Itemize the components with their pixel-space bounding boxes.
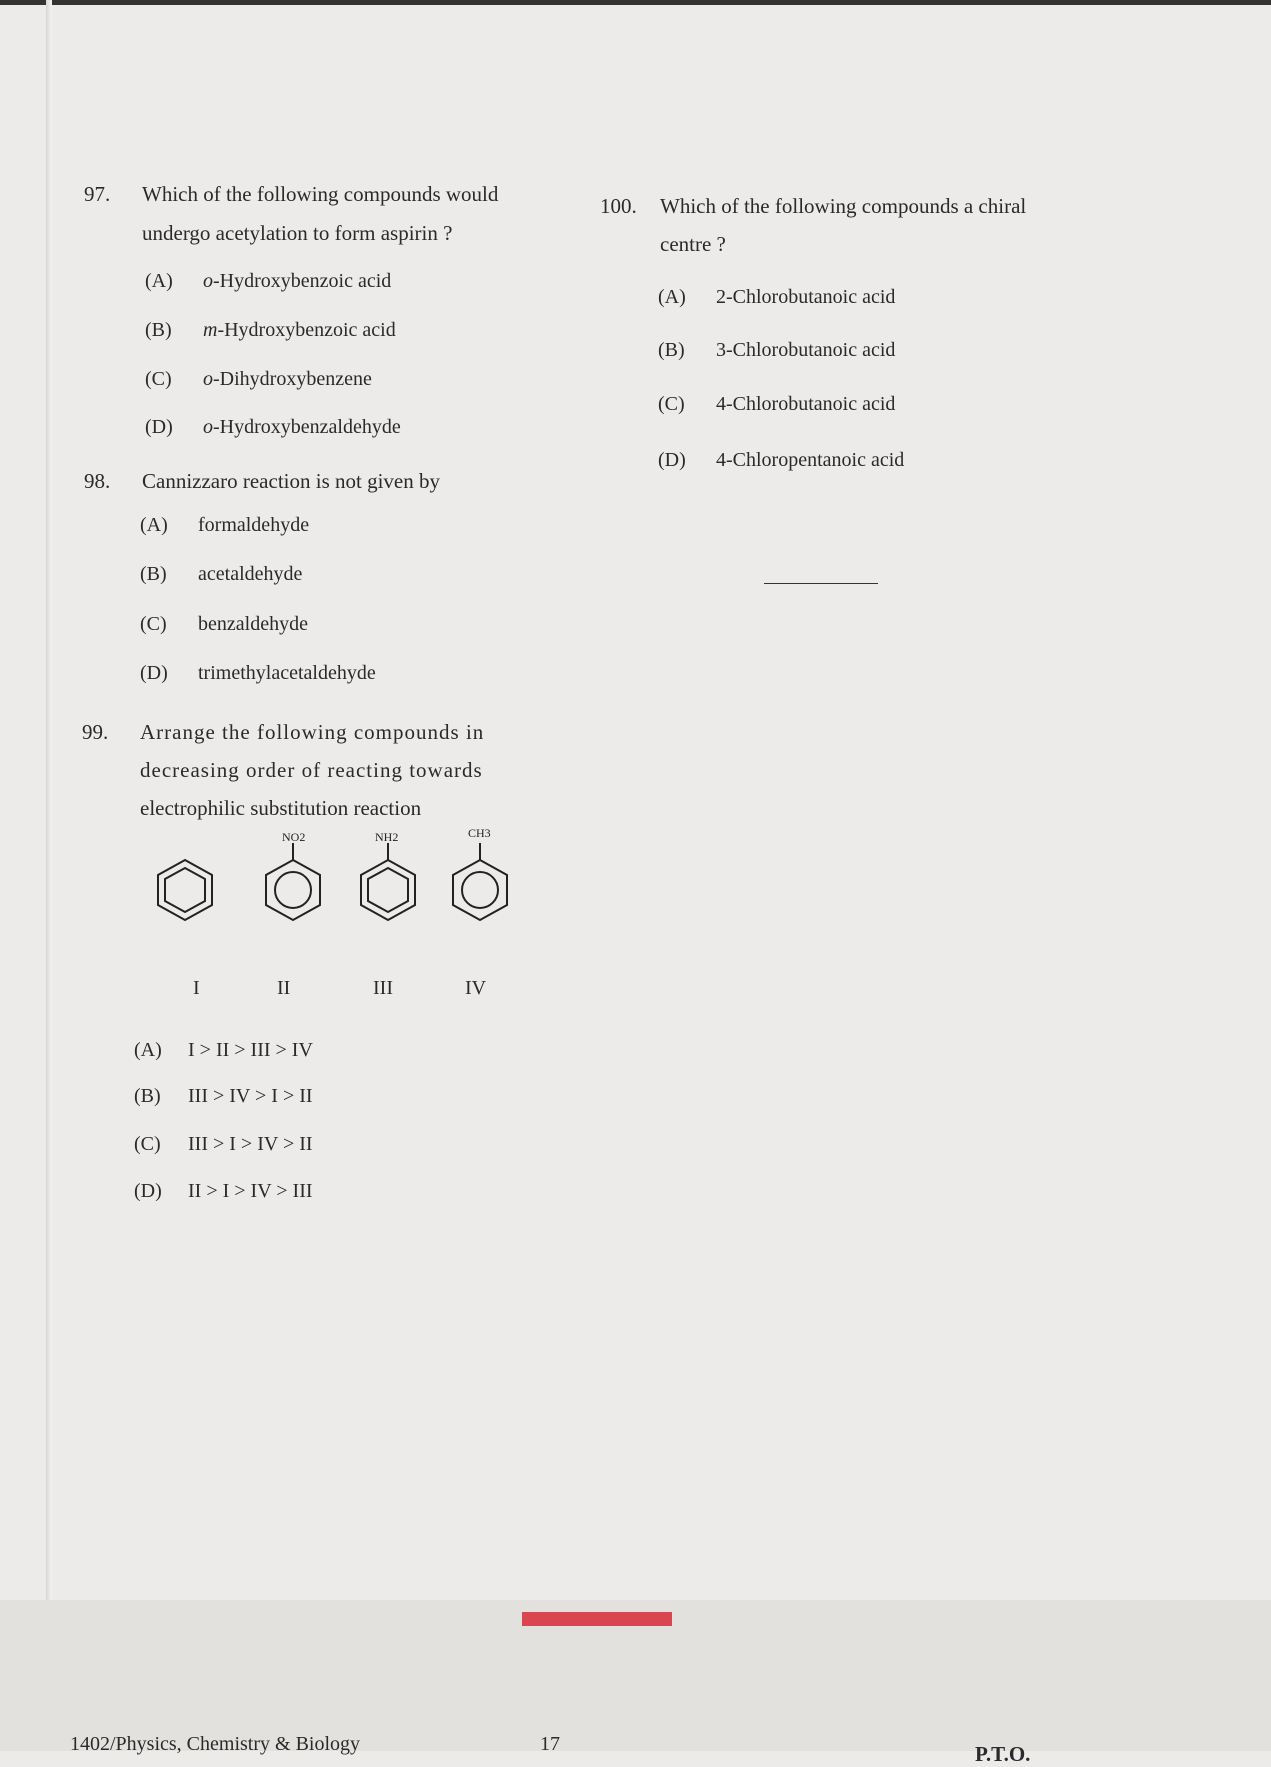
structure-benzene bbox=[158, 860, 212, 920]
option-label: (B) bbox=[140, 563, 167, 585]
question-number: 100. bbox=[600, 194, 637, 218]
option-label: (B) bbox=[145, 319, 172, 341]
structure-label: III bbox=[373, 977, 393, 999]
option-label: (C) bbox=[145, 368, 172, 390]
option-text: II > I > IV > III bbox=[188, 1180, 313, 1202]
footer-pto: P.T.O. bbox=[975, 1742, 1031, 1766]
page-fold-shadow bbox=[46, 0, 52, 1600]
question-99 bbox=[82, 716, 582, 836]
page-top-border bbox=[0, 0, 1271, 5]
footer-subject: 1402/Physics, Chemistry & Biology bbox=[70, 1733, 361, 1755]
option-text: III > IV > I > II bbox=[188, 1085, 313, 1107]
structure-toluene bbox=[453, 843, 507, 920]
page-number: 17 bbox=[540, 1733, 560, 1755]
option-label: (A) bbox=[134, 1039, 162, 1061]
question-stem-line: Cannizzaro reaction is not given by bbox=[142, 469, 440, 493]
option-label: (D) bbox=[140, 662, 168, 684]
substituent-label: CH3 bbox=[468, 826, 491, 840]
option-text: trimethylacetaldehyde bbox=[198, 662, 376, 684]
option-label: (C) bbox=[134, 1133, 161, 1155]
option-label: (A) bbox=[658, 286, 686, 308]
question-number: 99. bbox=[82, 720, 109, 744]
option-label: (A) bbox=[140, 514, 168, 536]
option-text: III > I > IV > II bbox=[188, 1133, 313, 1155]
option-text: o-Hydroxybenzoic acid bbox=[203, 270, 392, 292]
benzene-structures-diagram bbox=[150, 826, 530, 948]
option-text: 4-Chlorobutanoic acid bbox=[716, 393, 896, 415]
structure-label: II bbox=[277, 977, 291, 999]
option-label: (C) bbox=[140, 613, 167, 635]
red-binding-mark bbox=[522, 1612, 672, 1626]
option-text: o-Hydroxybenzaldehyde bbox=[203, 416, 401, 438]
option-text: I > II > III > IV bbox=[188, 1039, 313, 1061]
question-100 bbox=[600, 190, 1160, 270]
option-label: (C) bbox=[658, 393, 685, 415]
option-text: m-Hydroxybenzoic acid bbox=[203, 319, 396, 341]
question-number: 97. bbox=[84, 182, 111, 206]
question-number: 98. bbox=[84, 469, 111, 493]
option-text: formaldehyde bbox=[198, 514, 310, 536]
option-label: (A) bbox=[145, 270, 173, 292]
question-stem-line: undergo acetylation to form aspirin ? bbox=[142, 221, 453, 245]
question-stem-line: electrophilic substitution reaction bbox=[140, 796, 422, 820]
option-text: acetaldehyde bbox=[198, 563, 303, 585]
question-stem-line: Arrange the following compounds in bbox=[140, 720, 485, 744]
question-97 bbox=[84, 178, 584, 258]
structure-nitrobenzene bbox=[266, 843, 320, 920]
question-stem-line: Which of the following compounds a chiral bbox=[660, 194, 1027, 218]
option-text: o-Dihydroxybenzene bbox=[203, 368, 372, 390]
option-text: benzaldehyde bbox=[198, 613, 308, 635]
structure-label: I bbox=[193, 977, 200, 999]
substituent-label: NO2 bbox=[282, 830, 306, 844]
question-98 bbox=[84, 465, 584, 505]
substituent-label: NH2 bbox=[375, 830, 399, 844]
option-label: (D) bbox=[658, 449, 686, 471]
option-label: (B) bbox=[134, 1085, 161, 1107]
question-stem-line: decreasing order of reacting towards bbox=[140, 758, 483, 782]
option-text: 2-Chlorobutanoic acid bbox=[716, 286, 896, 308]
structure-label: IV bbox=[465, 977, 487, 999]
section-end-rule bbox=[764, 583, 878, 584]
option-text: 3-Chlorobutanoic acid bbox=[716, 339, 896, 361]
question-stem-line: Which of the following compounds would bbox=[142, 182, 499, 206]
option-text: 4-Chloropentanoic acid bbox=[716, 449, 905, 471]
option-label: (D) bbox=[134, 1180, 162, 1202]
option-label: (B) bbox=[658, 339, 685, 361]
option-label: (D) bbox=[145, 416, 173, 438]
structure-aniline bbox=[361, 843, 415, 920]
question-stem-line: centre ? bbox=[660, 232, 726, 256]
